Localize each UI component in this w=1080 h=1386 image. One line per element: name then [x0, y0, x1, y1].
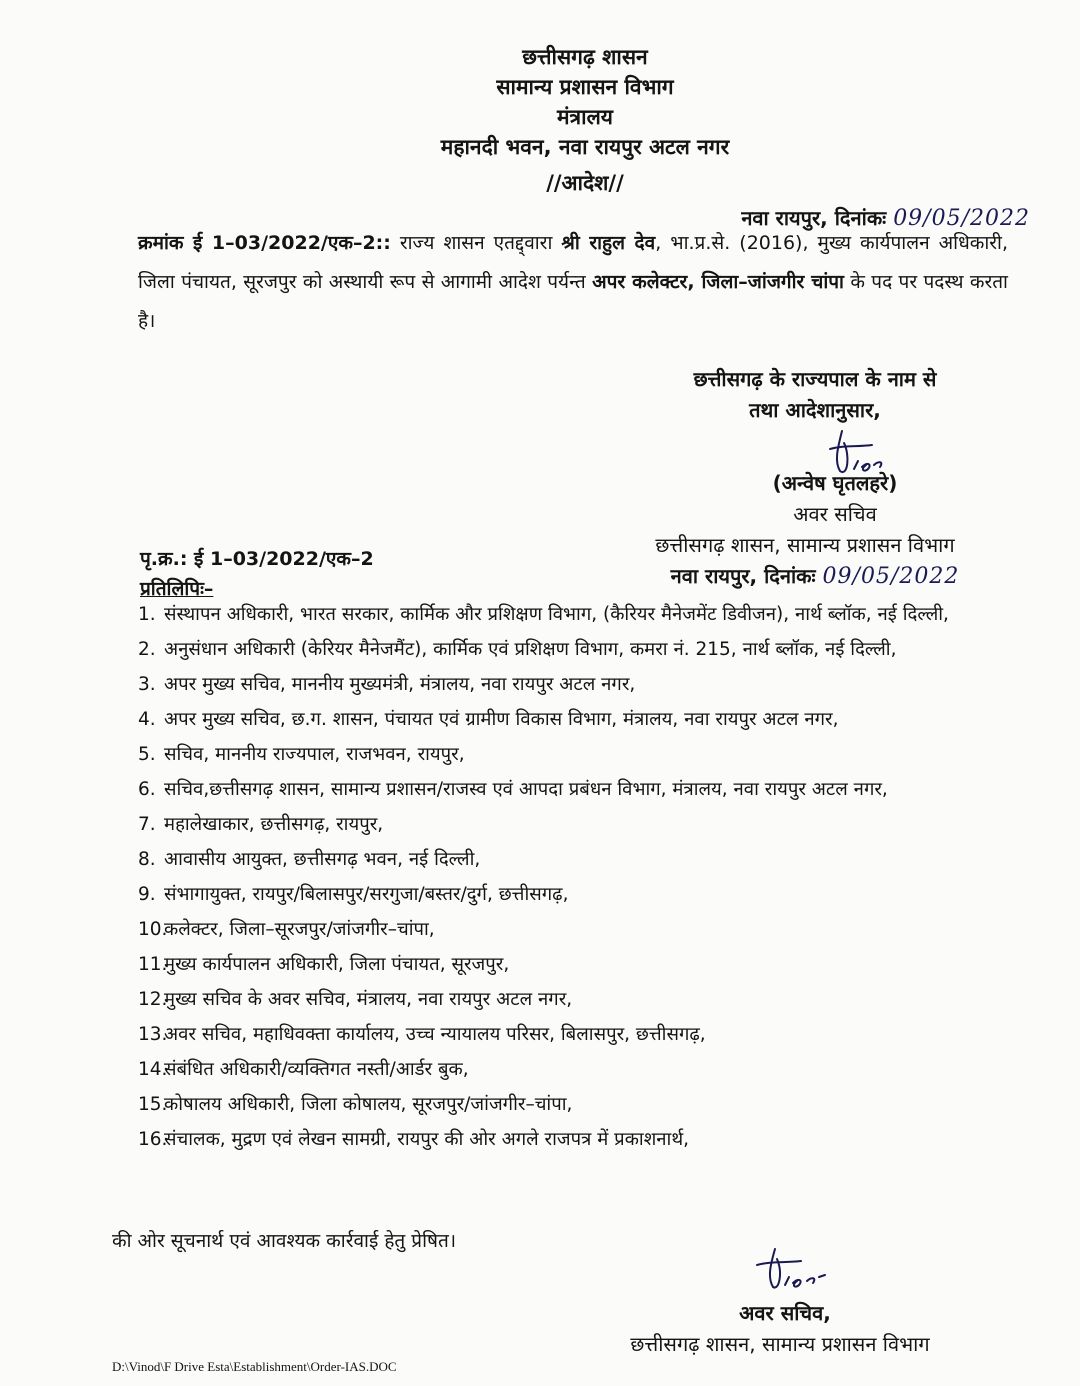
- copy-closing: की ओर सूचनार्थ एवं आवश्यक कार्रवाई हेतु प्रेषित।: [112, 1230, 457, 1252]
- list-item-text: महालेखाकार, छत्तीसगढ़, रायपुर,: [164, 814, 384, 835]
- list-item: [138, 740, 1000, 769]
- list-item: [138, 950, 1000, 979]
- list-item: [138, 810, 1000, 839]
- list-item-number: 9.: [138, 884, 156, 905]
- list-item-number: 3.: [138, 674, 156, 695]
- list-item-number: 14.: [138, 1059, 168, 1080]
- list-item-number: 12.: [138, 989, 168, 1010]
- list-item: [138, 985, 1000, 1014]
- list-item-number: 6.: [138, 779, 156, 800]
- list-item: [138, 1125, 1000, 1154]
- list-item: [138, 915, 1000, 944]
- copy-reference: [140, 544, 374, 604]
- list-item-text: कलेक्टर, जिला–सूरजपुर/जांजगीर–चांपा,: [164, 919, 435, 940]
- copy-label: प्रतिलिपिः–: [140, 578, 214, 600]
- list-item-number: 13.: [138, 1024, 168, 1045]
- authority-line-2: तथा आदेशानुसार,: [749, 398, 881, 422]
- order-paragraph: [138, 224, 1008, 341]
- header-government: छत्तीसगढ़ शासन: [522, 45, 648, 69]
- signatory-2-department: छत्तीसगढ़ शासन, सामान्य प्रशासन विभाग: [630, 1332, 930, 1356]
- list-item-text: संचालक, मुद्रण एवं लेखन सामग्री, रायपुर की ओर अगले राजपत्र में प्रकाशनार्थ,: [164, 1129, 690, 1150]
- list-item-text: अवर सचिव, महाधिवक्ता कार्यालय, उच्च न्यायालय परिसर, बिलासपुर, छत्तीसगढ़,: [164, 1024, 706, 1045]
- list-item-text: कोषालय अधिकारी, जिला कोषालय, सूरजपुर/जांजगीर–चांपा,: [164, 1094, 573, 1115]
- signatory-2: [580, 1298, 980, 1360]
- list-item: [138, 1055, 1000, 1084]
- officer-name: श्री राहुल देव: [561, 232, 656, 254]
- signatory-1-date: [640, 561, 990, 592]
- signatory-1-designation: अवर सचिव: [793, 502, 877, 526]
- signatory-1-department: छत्तीसगढ़ शासन, सामान्य प्रशासन विभाग: [655, 533, 955, 557]
- signatory-1-date-prefix: नवा रायपुर, दिनांकः: [670, 564, 816, 588]
- header-address: महानदी भवन, नवा रायपुर अटल नगर: [440, 135, 730, 159]
- list-item-text: अपर मुख्य सचिव, छ.ग. शासन, पंचायत एवं ग्रामीण विकास विभाग, मंत्रालय, नवा रायपुर अटल नगर,: [164, 709, 839, 730]
- list-item: [138, 600, 1000, 629]
- list-item-number: 10.: [138, 919, 168, 940]
- list-item: [138, 775, 1000, 804]
- order-date-handwritten: 09/05/2022: [893, 206, 1030, 231]
- list-item-text: अपर मुख्य सचिव, माननीय मुख्यमंत्री, मंत्रालय, नवा रायपुर अटल नगर,: [164, 674, 636, 695]
- order-text-3: के पद पर पदस्थ करता है।: [138, 271, 1008, 332]
- order-number: क्रमांक ई 1–03/2022/एक–2::: [138, 232, 391, 254]
- governor-authority: [650, 364, 980, 426]
- file-path: D:\Vinod\F Drive Esta\Establishment\Order-IAS.DOC: [112, 1359, 397, 1374]
- list-item-text: मुख्य सचिव के अवर सचिव, मंत्रालय, नवा रायपुर अटल नगर,: [164, 989, 573, 1010]
- order-date-prefix: नवा रायपुर, दिनांकः: [741, 206, 887, 230]
- list-item-number: 11.: [138, 954, 168, 975]
- list-item-number: 7.: [138, 814, 156, 835]
- document-header: [0, 42, 1080, 198]
- list-item-number: 16.: [138, 1129, 168, 1150]
- list-item-number: 4.: [138, 709, 156, 730]
- list-item: [138, 880, 1000, 909]
- signature-2-icon: [745, 1245, 835, 1295]
- list-item-number: 15.: [138, 1094, 168, 1115]
- list-item: [138, 845, 1000, 874]
- list-item: [138, 635, 1000, 664]
- list-item-number: 5.: [138, 744, 156, 765]
- copy-ref-number: पृ.क्र.: ई 1–03/2022/एक–2: [140, 548, 374, 570]
- signatory-1-name: (अन्वेष घृतलहरे): [772, 471, 898, 495]
- list-item-text: संभागायुक्त, रायपुर/बिलासपुर/सरगुजा/बस्तर/दुर्ग, छत्तीसगढ़,: [164, 884, 569, 905]
- list-item-number: 8.: [138, 849, 156, 870]
- authority-line-1: छत्तीसगढ़ के राज्यपाल के नाम से: [693, 367, 937, 391]
- header-department: सामान्य प्रशासन विभाग: [496, 75, 674, 99]
- posting-designation: अपर कलेक्टर, जिला–जांजगीर चांपा: [592, 271, 844, 293]
- list-item-number: 2.: [138, 639, 156, 660]
- header-order-title: //आदेश//: [546, 171, 624, 195]
- list-item: [138, 705, 1000, 734]
- list-item-text: अनुसंधान अधिकारी (केरियर मैनेजमैंट), कार्मिक एवं प्रशिक्षण विभाग, कमरा नं. 215, नार्थ ब्लॉक, नई दिल्ली,: [164, 639, 897, 660]
- list-item-text: सचिव,छत्तीसगढ़ शासन, सामान्य प्रशासन/राजस्व एवं आपदा प्रबंधन विभाग, मंत्रालय, नवा रायपुर अटल नगर,: [164, 779, 888, 800]
- order-text-1: राज्य शासन एतद्द्वारा: [390, 232, 562, 254]
- signatory-1-date-handwritten: 09/05/2022: [822, 564, 960, 589]
- list-item: [138, 1090, 1000, 1119]
- list-item: [138, 670, 1000, 699]
- order-text-2: , भा.प्र.से. (2016), मुख्य कार्यपालन अधिकारी, जिला पंचायत, सूरजपुर को अस्थायी रूप से आगामी आदेश पर्यन्त: [138, 232, 1009, 293]
- list-item-text: संबंधित अधिकारी/व्यक्तिगत नस्ती/आर्डर बुक,: [164, 1059, 469, 1080]
- list-item-text: आवासीय आयुक्त, छत्तीसगढ़ भवन, नई दिल्ली,: [164, 849, 481, 870]
- signatory-2-designation: अवर सचिव,: [739, 1301, 831, 1325]
- list-item: [138, 1020, 1000, 1049]
- list-item-text: सचिव, माननीय राज्यपाल, राजभवन, रायपुर,: [164, 744, 465, 765]
- copy-recipients-list: [138, 600, 1000, 1160]
- signatory-1: [620, 468, 990, 592]
- list-item-text: मुख्य कार्यपालन अधिकारी, जिला पंचायत, सूरजपुर,: [164, 954, 510, 975]
- header-ministry: मंत्रालय: [556, 105, 613, 129]
- list-item-number: 1.: [138, 604, 156, 625]
- list-item-text: संस्थापन अधिकारी, भारत सरकार, कार्मिक और प्रशिक्षण विभाग, (कैरियर मैनेजमेंट डिवीजन), नार्थ ब्लॉक, नई दिल्ली,: [164, 604, 949, 625]
